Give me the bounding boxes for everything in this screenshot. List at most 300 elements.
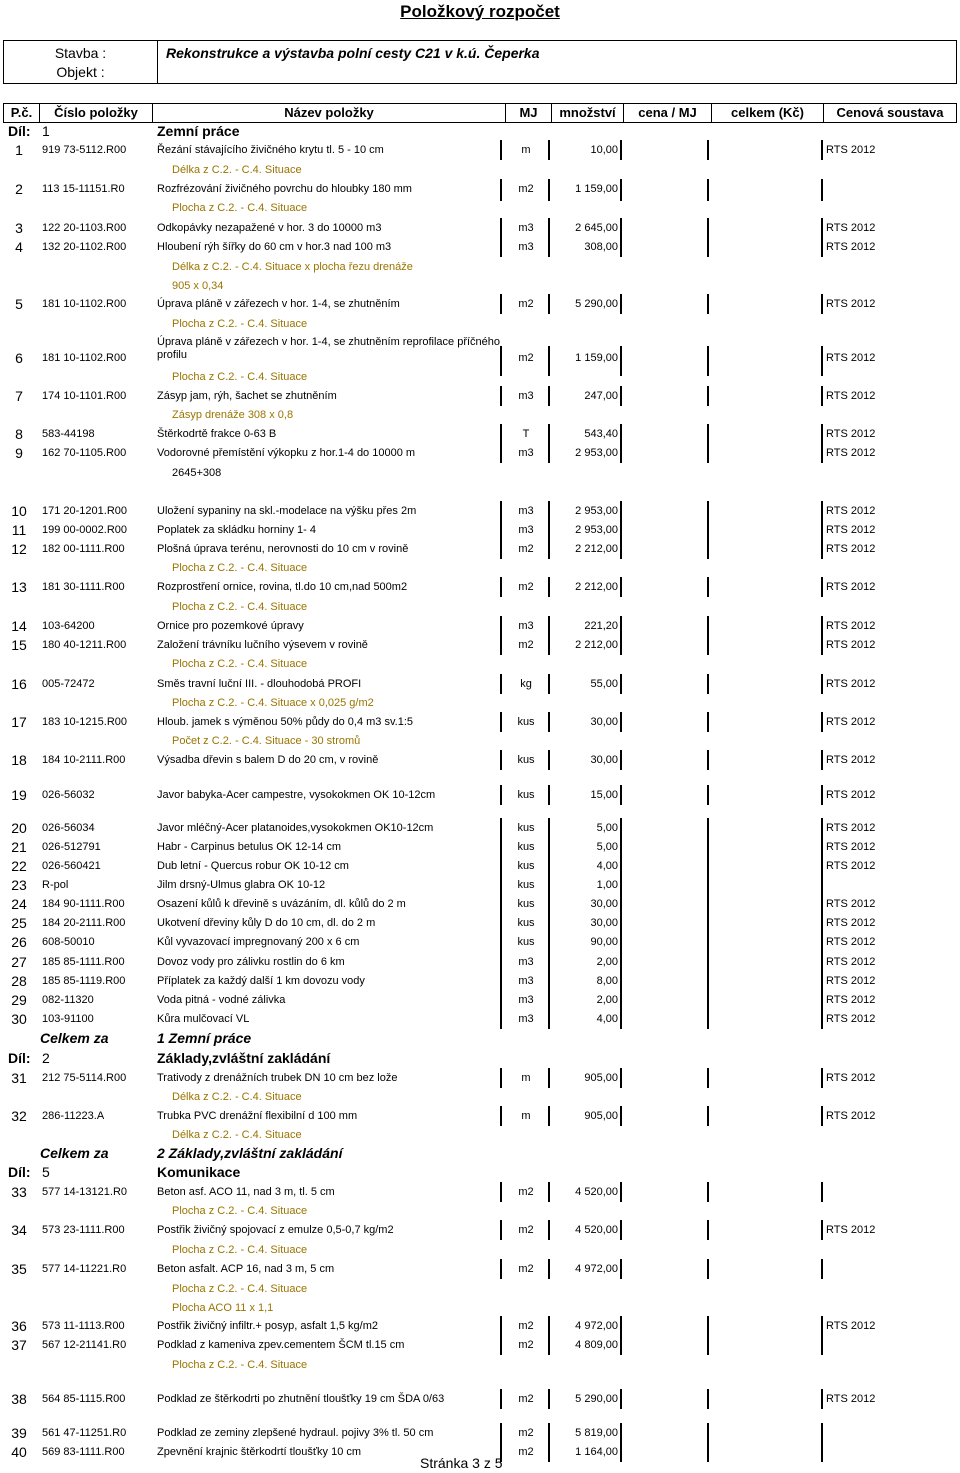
column-separator bbox=[821, 520, 823, 540]
item-quantity: 5 290,00 bbox=[575, 298, 618, 310]
item-code: 577 14-13121.R0 bbox=[42, 1186, 128, 1198]
item-number: 27 bbox=[11, 954, 27, 970]
column-separator bbox=[548, 616, 550, 636]
column-separator bbox=[500, 1068, 502, 1088]
item-unit: m2 bbox=[518, 1393, 534, 1405]
column-separator bbox=[500, 952, 502, 972]
item-number: 18 bbox=[11, 752, 27, 768]
column-separator bbox=[821, 750, 823, 770]
column-separator bbox=[500, 750, 502, 770]
item-row bbox=[0, 338, 960, 370]
item-name: Podklad z kameniva zpev.cementem ŠCM tl.15 cm bbox=[157, 1339, 405, 1351]
item-unit: m2 bbox=[518, 183, 534, 195]
column-separator bbox=[548, 894, 550, 914]
item-code: 103-64200 bbox=[42, 620, 95, 632]
item-number: 29 bbox=[11, 992, 27, 1008]
item-row bbox=[0, 1221, 960, 1240]
item-code: 919 73-5112.R00 bbox=[42, 144, 127, 156]
column-separator bbox=[500, 1316, 502, 1336]
column-separator bbox=[821, 1259, 823, 1279]
item-note: Plocha z C.2. - C.4. Situace bbox=[172, 318, 308, 330]
item-unit: T bbox=[522, 428, 530, 440]
item-quantity: 5,00 bbox=[596, 841, 618, 853]
column-separator bbox=[548, 971, 550, 991]
column-separator bbox=[821, 386, 823, 406]
section-header bbox=[0, 1163, 960, 1182]
item-quantity: 4,00 bbox=[596, 860, 618, 872]
item-price-source: RTS 2012 bbox=[826, 994, 876, 1006]
column-separator bbox=[500, 818, 502, 838]
column-separator bbox=[821, 1316, 823, 1336]
column-separator bbox=[821, 539, 823, 559]
column-separator bbox=[620, 785, 622, 805]
item-number: 5 bbox=[15, 296, 23, 312]
item-number: 21 bbox=[11, 839, 27, 855]
item-row bbox=[0, 1010, 960, 1029]
item-quantity: 2 953,00 bbox=[575, 505, 618, 517]
item-number: 14 bbox=[11, 618, 27, 634]
column-separator bbox=[821, 837, 823, 857]
column-separator bbox=[821, 424, 823, 444]
item-quantity: 4 972,00 bbox=[575, 1320, 618, 1332]
item-unit: m3 bbox=[518, 390, 534, 402]
column-separator bbox=[821, 818, 823, 838]
column-separator bbox=[620, 539, 622, 559]
column-separator bbox=[821, 501, 823, 521]
column-separator bbox=[707, 875, 709, 895]
item-number: 9 bbox=[15, 445, 23, 461]
item-name: Beton asf. ACO 11, nad 3 m, tl. 5 cm bbox=[157, 1186, 335, 1198]
item-note: 905 x 0,34 bbox=[172, 280, 224, 292]
item-price-source: RTS 2012 bbox=[826, 956, 876, 968]
column-separator bbox=[620, 635, 622, 655]
item-quantity: 30,00 bbox=[590, 716, 618, 728]
item-name: Úprava pláně v zářezech v hor. 1-4, se zhutněním bbox=[157, 298, 400, 310]
column-separator bbox=[548, 875, 550, 895]
item-name: Řezání stávajícího živičného krytu tl. 5 - 10 cm bbox=[157, 144, 384, 156]
item-unit: m2 bbox=[518, 1339, 534, 1351]
item-quantity: 2,00 bbox=[596, 956, 618, 968]
item-price-source: RTS 2012 bbox=[826, 898, 876, 910]
column-separator bbox=[707, 990, 709, 1010]
item-price-source: RTS 2012 bbox=[826, 678, 876, 690]
column-separator bbox=[620, 952, 622, 972]
item-unit: kus bbox=[517, 879, 535, 891]
item-quantity: 1 164,00 bbox=[575, 1446, 618, 1458]
item-quantity: 5 290,00 bbox=[575, 1393, 618, 1405]
page-title: Položkový rozpočet bbox=[400, 2, 560, 21]
item-unit: m2 bbox=[518, 1446, 534, 1458]
item-row bbox=[0, 1183, 960, 1202]
item-code: 184 90-1111.R00 bbox=[42, 898, 125, 910]
item-number: 16 bbox=[11, 676, 27, 692]
item-name: Habr - Carpinus betulus OK 12-14 cm bbox=[157, 841, 342, 853]
item-number: 10 bbox=[11, 503, 27, 519]
item-row bbox=[0, 895, 960, 914]
item-number: 20 bbox=[11, 820, 27, 836]
item-price-source: RTS 2012 bbox=[826, 1013, 876, 1025]
item-name: Rozfrézování živičného povrchu do hloubky 180 mm bbox=[157, 183, 412, 195]
column-separator bbox=[707, 424, 709, 444]
item-name: Trubka PVC drenážní flexibilní d 100 mm bbox=[157, 1110, 358, 1122]
item-number: 26 bbox=[11, 934, 27, 950]
item-code: 026-56034 bbox=[42, 822, 95, 834]
column-separator bbox=[500, 346, 502, 376]
item-unit: m2 bbox=[518, 1224, 534, 1236]
column-separator bbox=[821, 913, 823, 933]
item-unit: kus bbox=[517, 822, 535, 834]
item-unit: m2 bbox=[518, 1186, 534, 1198]
item-name: Odkopávky nezapažené v hor. 3 do 10000 m3 bbox=[157, 222, 382, 234]
column-separator bbox=[620, 1316, 622, 1336]
column-separator bbox=[821, 785, 823, 805]
item-code: 181 10-1102.R00 bbox=[42, 298, 127, 310]
item-quantity: 10,00 bbox=[590, 144, 618, 156]
column-separator bbox=[620, 577, 622, 597]
dil-label: Díl: bbox=[8, 1164, 31, 1180]
item-code: 113 15-11151.R0 bbox=[42, 183, 125, 195]
column-separator bbox=[821, 1068, 823, 1088]
item-unit: kg bbox=[520, 678, 532, 690]
column-separator bbox=[707, 294, 709, 314]
item-quantity: 30,00 bbox=[590, 898, 618, 910]
dil-label: Díl: bbox=[8, 123, 31, 139]
item-quantity: 247,00 bbox=[584, 390, 618, 402]
item-number: 39 bbox=[11, 1425, 27, 1441]
column-separator bbox=[548, 1068, 550, 1088]
item-name: Podklad ze zeminy zlepšené hydraul. pojivy 3% tl. 50 cm bbox=[157, 1427, 434, 1439]
item-code: 564 85-1115.R00 bbox=[42, 1393, 126, 1405]
item-quantity: 55,00 bbox=[590, 678, 618, 690]
column-separator bbox=[707, 501, 709, 521]
column-separator bbox=[620, 520, 622, 540]
column-separator bbox=[620, 913, 622, 933]
item-number: 30 bbox=[11, 1011, 27, 1027]
item-name: Založení trávníku lučního výsevem v rovině bbox=[157, 639, 368, 651]
item-quantity: 2,00 bbox=[596, 994, 618, 1006]
item-quantity: 2 645,00 bbox=[575, 222, 618, 234]
item-quantity: 308,00 bbox=[584, 241, 618, 253]
column-separator bbox=[500, 386, 502, 406]
item-price-source: RTS 2012 bbox=[826, 620, 876, 632]
column-separator bbox=[707, 140, 709, 160]
item-unit: m bbox=[521, 1072, 531, 1084]
column-separator bbox=[707, 913, 709, 933]
item-name: Voda pitná - vodné zálivka bbox=[157, 994, 286, 1006]
item-number: 1 bbox=[15, 142, 23, 158]
item-quantity: 8,00 bbox=[596, 975, 618, 987]
item-code: 174 10-1101.R00 bbox=[42, 390, 127, 402]
column-separator bbox=[500, 577, 502, 597]
column-separator bbox=[500, 837, 502, 857]
item-unit: kus bbox=[517, 841, 535, 853]
item-code: 212 75-5114.R00 bbox=[42, 1072, 127, 1084]
column-separator bbox=[548, 1182, 550, 1202]
column-separator bbox=[548, 1259, 550, 1279]
column-separator bbox=[548, 294, 550, 314]
item-unit: m3 bbox=[518, 994, 534, 1006]
item-code: 082-11320 bbox=[42, 994, 94, 1006]
item-quantity: 5,00 bbox=[596, 822, 618, 834]
item-name: Beton asfalt. ACP 16, nad 3 m, 5 cm bbox=[157, 1263, 335, 1275]
objekt-label: Objekt : bbox=[56, 64, 105, 80]
item-note: Plocha z C.2. - C.4. Situace bbox=[172, 371, 308, 383]
item-code: 567 12-21141.R0 bbox=[42, 1339, 127, 1351]
column-separator bbox=[821, 1442, 823, 1462]
column-separator bbox=[707, 856, 709, 876]
item-unit: kus bbox=[517, 716, 535, 728]
item-note: Plocha z C.2. - C.4. Situace bbox=[172, 658, 308, 670]
column-separator bbox=[500, 785, 502, 805]
column-separator bbox=[620, 140, 622, 160]
item-code: 181 10-1102.R00 bbox=[42, 352, 127, 364]
item-row bbox=[0, 991, 960, 1010]
column-separator bbox=[548, 932, 550, 952]
page-footer: Stránka 3 z 5 bbox=[420, 1455, 503, 1471]
item-code: 026-56032 bbox=[42, 789, 95, 801]
column-separator bbox=[821, 1389, 823, 1409]
column-separator bbox=[620, 179, 622, 201]
column-separator bbox=[548, 386, 550, 406]
item-code: 026-512791 bbox=[42, 841, 101, 853]
column-separator bbox=[500, 237, 502, 257]
item-price-source: RTS 2012 bbox=[826, 352, 876, 364]
item-name: Jilm drsný-Ulmus glabra OK 10-12 bbox=[157, 879, 326, 891]
column-separator bbox=[821, 1009, 823, 1029]
item-row bbox=[0, 617, 960, 636]
item-price-source: RTS 2012 bbox=[826, 447, 876, 459]
column-separator bbox=[620, 346, 622, 376]
item-number: 6 bbox=[15, 350, 23, 366]
item-quantity: 4 520,00 bbox=[575, 1186, 618, 1198]
column-separator bbox=[500, 294, 502, 314]
column-separator bbox=[707, 1106, 709, 1126]
column-separator bbox=[500, 1423, 502, 1443]
item-code: 103-91100 bbox=[42, 1013, 94, 1025]
item-code: 181 30-1111.R00 bbox=[42, 581, 125, 593]
item-unit: kus bbox=[517, 936, 535, 948]
column-separator bbox=[707, 1335, 709, 1355]
stavba-value: Rekonstrukce a výstavba polní cesty C21 v k.ú. Čeperka bbox=[166, 45, 540, 61]
column-separator bbox=[821, 294, 823, 314]
item-quantity: 2 953,00 bbox=[575, 524, 618, 536]
item-number: 13 bbox=[11, 579, 27, 595]
column-separator bbox=[500, 539, 502, 559]
column-separator bbox=[548, 1106, 550, 1126]
column-separator bbox=[707, 1423, 709, 1443]
column-separator bbox=[548, 577, 550, 597]
item-row bbox=[0, 180, 960, 199]
item-name: Hloub. jamek s výměnou 50% půdy do 0,4 m3 sv.1:5 bbox=[157, 716, 413, 728]
item-price-source: RTS 2012 bbox=[826, 1393, 876, 1405]
column-separator bbox=[707, 1442, 709, 1462]
item-name: Postřik živičný infiltr.+ posyp, asfalt 1,5 kg/m2 bbox=[157, 1320, 379, 1332]
item-number: 11 bbox=[11, 522, 27, 538]
column-separator bbox=[548, 1423, 550, 1443]
column-separator bbox=[500, 616, 502, 636]
item-note: Plocha z C.2. - C.4. Situace bbox=[172, 202, 308, 214]
item-unit: m3 bbox=[518, 956, 534, 968]
column-separator bbox=[500, 140, 502, 160]
column-separator bbox=[707, 577, 709, 597]
column-separator bbox=[548, 1335, 550, 1355]
item-unit: kus bbox=[517, 898, 535, 910]
item-quantity: 2 212,00 bbox=[575, 581, 618, 593]
item-quantity: 2 212,00 bbox=[575, 543, 618, 555]
item-price-source: RTS 2012 bbox=[826, 917, 876, 929]
column-separator bbox=[548, 1316, 550, 1336]
item-number: 8 bbox=[15, 426, 23, 442]
column-separator bbox=[821, 932, 823, 952]
column-separator bbox=[620, 616, 622, 636]
column-separator bbox=[620, 237, 622, 257]
column-separator bbox=[500, 894, 502, 914]
column-separator bbox=[707, 616, 709, 636]
column-separator bbox=[821, 237, 823, 257]
column-separator bbox=[500, 1009, 502, 1029]
column-separator bbox=[620, 1442, 622, 1462]
item-note: Délka z C.2. - C.4. Situace x plocha řezu drenáže bbox=[172, 261, 413, 273]
item-number: 34 bbox=[11, 1222, 27, 1238]
item-number: 36 bbox=[11, 1318, 27, 1334]
column-separator bbox=[548, 501, 550, 521]
column-separator bbox=[500, 443, 502, 463]
column-separator bbox=[548, 1389, 550, 1409]
item-code: 185 85-1119.R00 bbox=[42, 975, 126, 987]
item-unit: m3 bbox=[518, 447, 534, 459]
item-note: Plocha z C.2. - C.4. Situace bbox=[172, 562, 308, 574]
column-separator bbox=[707, 386, 709, 406]
column-separator bbox=[821, 616, 823, 636]
column-separator bbox=[500, 712, 502, 732]
column-separator bbox=[821, 990, 823, 1010]
item-number: 40 bbox=[11, 1444, 27, 1460]
item-row bbox=[0, 444, 960, 463]
item-unit: m3 bbox=[518, 524, 534, 536]
col-qty: množství bbox=[552, 104, 624, 122]
item-quantity: 221,20 bbox=[584, 620, 618, 632]
column-separator bbox=[620, 1068, 622, 1088]
item-row bbox=[0, 933, 960, 952]
dil-number: 1 bbox=[42, 123, 50, 139]
celkem-label: Celkem za bbox=[40, 1145, 109, 1161]
column-separator bbox=[620, 501, 622, 521]
column-separator bbox=[500, 913, 502, 933]
column-separator bbox=[707, 971, 709, 991]
item-price-source: RTS 2012 bbox=[826, 428, 876, 440]
column-separator bbox=[821, 894, 823, 914]
item-row bbox=[0, 751, 960, 770]
column-separator bbox=[620, 818, 622, 838]
item-unit: m3 bbox=[518, 620, 534, 632]
item-unit: kus bbox=[517, 789, 535, 801]
item-number: 19 bbox=[11, 787, 27, 803]
header-divider bbox=[157, 41, 158, 83]
item-row bbox=[0, 636, 960, 655]
item-note: Plocha z C.2. - C.4. Situace bbox=[172, 1359, 308, 1371]
column-separator bbox=[821, 712, 823, 732]
column-separator bbox=[500, 1335, 502, 1355]
item-number: 23 bbox=[11, 877, 27, 893]
item-quantity: 905,00 bbox=[584, 1072, 618, 1084]
item-row bbox=[0, 521, 960, 540]
item-note: 2645+308 bbox=[172, 467, 222, 479]
item-note: Plocha z C.2. - C.4. Situace bbox=[172, 601, 308, 613]
item-name: Trativody z drenážních trubek DN 10 cm bez lože bbox=[157, 1072, 398, 1084]
dil-number: 2 bbox=[42, 1050, 50, 1066]
item-price-source: RTS 2012 bbox=[826, 789, 876, 801]
item-unit: m2 bbox=[518, 1320, 534, 1332]
item-code: 199 00-0002.R00 bbox=[42, 524, 128, 536]
dil-label: Díl: bbox=[8, 1050, 31, 1066]
item-code: 573 23-1111.R00 bbox=[42, 1224, 125, 1236]
column-separator bbox=[500, 424, 502, 444]
column-separator bbox=[821, 1423, 823, 1443]
item-code: 026-560421 bbox=[42, 860, 101, 872]
item-number: 25 bbox=[11, 915, 27, 931]
item-code: 122 20-1103.R00 bbox=[42, 222, 127, 234]
column-separator bbox=[707, 1220, 709, 1240]
item-number: 15 bbox=[11, 637, 27, 653]
column-separator bbox=[707, 1316, 709, 1336]
item-unit: m2 bbox=[518, 352, 534, 364]
item-quantity: 4 520,00 bbox=[575, 1224, 618, 1236]
column-separator bbox=[500, 875, 502, 895]
item-price-source: RTS 2012 bbox=[826, 222, 876, 234]
item-note: Plocha z C.2. - C.4. Situace x 0,025 g/m2 bbox=[172, 697, 374, 709]
column-separator bbox=[548, 218, 550, 238]
stavba-label: Stavba : bbox=[54, 45, 107, 61]
item-note: Plocha z C.2. - C.4. Situace bbox=[172, 1244, 308, 1256]
item-row bbox=[0, 786, 960, 805]
item-price-source: RTS 2012 bbox=[826, 298, 876, 310]
column-separator bbox=[548, 913, 550, 933]
column-separator bbox=[707, 346, 709, 376]
column-separator bbox=[500, 674, 502, 694]
item-quantity: 2 212,00 bbox=[575, 639, 618, 651]
column-separator bbox=[707, 932, 709, 952]
item-quantity: 1 159,00 bbox=[575, 183, 618, 195]
column-separator bbox=[620, 932, 622, 952]
item-unit: m3 bbox=[518, 222, 534, 234]
item-code: 286-11223.A bbox=[42, 1110, 105, 1122]
column-separator bbox=[707, 837, 709, 857]
column-separator bbox=[620, 218, 622, 238]
item-code: 183 10-1215.R00 bbox=[42, 716, 128, 728]
column-separator bbox=[548, 856, 550, 876]
item-quantity: 5 819,00 bbox=[575, 1427, 618, 1439]
column-separator bbox=[707, 818, 709, 838]
column-separator bbox=[707, 218, 709, 238]
column-separator bbox=[707, 894, 709, 914]
column-separator bbox=[707, 539, 709, 559]
section-header bbox=[0, 1049, 960, 1068]
item-code: 184 10-2111.R00 bbox=[42, 754, 126, 766]
column-separator bbox=[707, 1259, 709, 1279]
item-unit: m2 bbox=[518, 543, 534, 555]
column-separator bbox=[821, 856, 823, 876]
item-row bbox=[0, 876, 960, 895]
item-note: Délka z C.2. - C.4. Situace bbox=[172, 1129, 302, 1141]
column-separator bbox=[548, 712, 550, 732]
column-separator bbox=[500, 856, 502, 876]
dil-title: Zemní práce bbox=[157, 123, 240, 139]
item-quantity: 30,00 bbox=[590, 917, 618, 929]
column-separator bbox=[707, 1068, 709, 1088]
item-row bbox=[0, 857, 960, 876]
item-row bbox=[0, 914, 960, 933]
item-row bbox=[0, 953, 960, 972]
